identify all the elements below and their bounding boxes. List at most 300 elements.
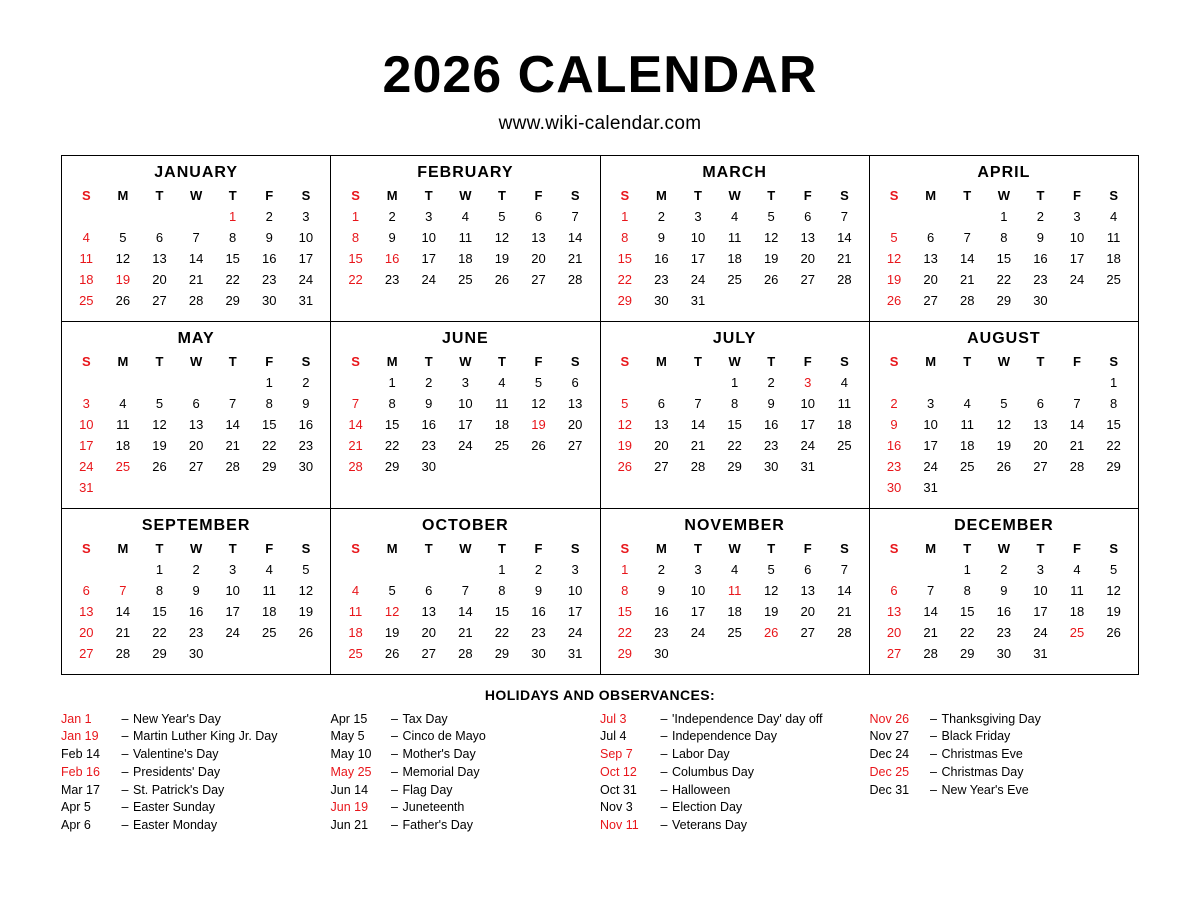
day-cell[interactable]: 29 [617, 292, 633, 308]
day-cell[interactable]: 1 [388, 374, 396, 390]
day-cell[interactable]: 5 [1110, 561, 1118, 577]
day-cell[interactable]: 26 [298, 624, 314, 640]
day-cell[interactable]: 20 [654, 437, 669, 453]
day-cell[interactable]: 16 [421, 416, 436, 432]
day-cell[interactable]: 25 [727, 624, 742, 640]
day-cell[interactable]: 22 [727, 437, 742, 453]
day-cell[interactable]: 27 [800, 271, 815, 287]
day-cell[interactable]: 8 [963, 582, 971, 598]
day-cell[interactable]: 30 [421, 458, 436, 474]
day-cell[interactable]: 1 [1000, 208, 1008, 224]
day-cell[interactable]: 19 [1106, 603, 1121, 619]
day-cell[interactable]: 18 [458, 250, 473, 266]
day-cell[interactable]: 14 [567, 229, 583, 245]
day-cell[interactable]: 5 [890, 229, 898, 245]
day-cell[interactable]: 1 [229, 208, 237, 224]
day-cell[interactable]: 31 [1033, 645, 1048, 661]
day-cell[interactable]: 14 [115, 603, 131, 619]
day-cell[interactable]: 27 [188, 458, 204, 474]
day-cell[interactable]: 7 [840, 208, 849, 224]
day-cell[interactable]: 22 [152, 624, 167, 640]
day-cell[interactable]: 24 [298, 271, 314, 287]
day-cell[interactable]: 10 [690, 229, 706, 245]
day-cell[interactable]: 19 [763, 250, 779, 266]
day-cell[interactable]: 6 [804, 208, 812, 224]
day-cell[interactable]: 14 [348, 416, 363, 432]
day-cell[interactable]: 18 [494, 416, 510, 432]
day-cell[interactable]: 9 [192, 582, 200, 598]
day-cell[interactable]: 18 [727, 603, 742, 619]
day-cell[interactable]: 19 [617, 437, 633, 453]
day-cell[interactable]: 18 [960, 437, 975, 453]
day-cell[interactable]: 30 [298, 458, 314, 474]
day-cell[interactable]: 20 [152, 271, 167, 287]
day-cell[interactable]: 24 [690, 624, 706, 640]
day-cell[interactable]: 14 [837, 582, 852, 598]
day-cell[interactable]: 30 [262, 292, 277, 308]
day-cell[interactable]: 9 [890, 416, 898, 432]
day-cell[interactable]: 12 [298, 582, 314, 598]
day-cell[interactable]: 2 [890, 395, 898, 411]
day-cell[interactable]: 15 [152, 603, 167, 619]
day-cell[interactable]: 25 [727, 271, 742, 287]
day-cell[interactable]: 24 [225, 624, 240, 640]
day-cell[interactable]: 7 [963, 229, 971, 245]
day-cell[interactable]: 31 [298, 292, 314, 308]
day-cell[interactable]: 14 [458, 603, 473, 619]
day-cell[interactable]: 15 [384, 416, 400, 432]
day-cell[interactable]: 20 [567, 416, 583, 432]
day-cell[interactable]: 20 [531, 250, 546, 266]
day-cell[interactable]: 29 [262, 458, 277, 474]
day-cell[interactable]: 24 [567, 624, 583, 640]
day-cell[interactable]: 10 [421, 229, 436, 245]
day-cell[interactable]: 11 [1106, 229, 1121, 245]
day-cell[interactable]: 20 [188, 437, 204, 453]
day-cell[interactable]: 22 [262, 437, 277, 453]
day-cell[interactable]: 28 [837, 624, 852, 640]
day-cell[interactable]: 23 [531, 624, 546, 640]
day-cell[interactable]: 31 [79, 479, 94, 495]
day-cell[interactable]: 22 [1106, 437, 1121, 453]
day-cell[interactable]: 2 [302, 374, 310, 390]
day-cell[interactable]: 29 [494, 645, 510, 661]
day-cell[interactable]: 8 [155, 582, 164, 598]
day-cell[interactable]: 2 [534, 561, 543, 577]
day-cell[interactable]: 12 [617, 416, 633, 432]
day-cell[interactable]: 23 [298, 437, 314, 453]
day-cell[interactable]: 18 [348, 624, 363, 640]
day-cell[interactable]: 11 [116, 416, 130, 432]
day-cell[interactable]: 7 [461, 582, 469, 598]
day-cell[interactable]: 10 [1069, 229, 1085, 245]
day-cell[interactable]: 8 [351, 229, 360, 245]
day-cell[interactable]: 30 [188, 645, 204, 661]
day-cell[interactable]: 9 [1036, 229, 1045, 245]
day-cell[interactable]: 4 [1073, 561, 1081, 577]
day-cell[interactable]: 19 [531, 416, 546, 432]
day-cell[interactable]: 21 [837, 250, 852, 266]
day-cell[interactable]: 27 [421, 645, 436, 661]
day-cell[interactable]: 12 [996, 416, 1012, 432]
day-cell[interactable]: 2 [388, 208, 396, 224]
day-cell[interactable]: 3 [82, 395, 90, 411]
day-cell[interactable]: 22 [494, 624, 510, 640]
day-cell[interactable]: 26 [115, 292, 131, 308]
day-cell[interactable]: 23 [384, 271, 400, 287]
day-cell[interactable]: 6 [657, 395, 665, 411]
day-cell[interactable]: 20 [886, 624, 902, 640]
day-cell[interactable]: 12 [152, 416, 167, 432]
day-cell[interactable]: 15 [727, 416, 742, 432]
day-cell[interactable]: 14 [837, 229, 852, 245]
day-cell[interactable]: 24 [923, 458, 938, 474]
day-cell[interactable]: 1 [621, 561, 629, 577]
day-cell[interactable]: 5 [119, 229, 127, 245]
day-cell[interactable]: 5 [621, 395, 629, 411]
day-cell[interactable]: 19 [384, 624, 400, 640]
day-cell[interactable]: 13 [654, 416, 669, 432]
day-cell[interactable]: 19 [886, 271, 902, 287]
day-cell[interactable]: 4 [351, 582, 360, 598]
day-cell[interactable]: 13 [923, 250, 938, 266]
day-cell[interactable]: 21 [348, 437, 363, 453]
day-cell[interactable]: 20 [1033, 437, 1048, 453]
day-cell[interactable]: 26 [494, 271, 510, 287]
day-cell[interactable]: 27 [79, 645, 94, 661]
day-cell[interactable]: 2 [1036, 208, 1045, 224]
day-cell[interactable]: 5 [767, 561, 775, 577]
day-cell[interactable]: 13 [79, 603, 94, 619]
day-cell[interactable]: 10 [690, 582, 706, 598]
day-cell[interactable]: 22 [225, 271, 240, 287]
day-cell[interactable]: 11 [1070, 582, 1084, 598]
day-cell[interactable]: 25 [262, 624, 277, 640]
day-cell[interactable]: 6 [571, 374, 579, 390]
day-cell[interactable]: 1 [498, 561, 506, 577]
day-cell[interactable]: 11 [262, 582, 277, 598]
day-cell[interactable]: 6 [534, 208, 543, 224]
day-cell[interactable]: 9 [1000, 582, 1008, 598]
day-cell[interactable]: 17 [458, 416, 473, 432]
day-cell[interactable]: 12 [494, 229, 510, 245]
day-cell[interactable]: 31 [800, 458, 815, 474]
day-cell[interactable]: 2 [657, 208, 665, 224]
day-cell[interactable]: 23 [654, 271, 669, 287]
day-cell[interactable]: 17 [690, 250, 706, 266]
day-cell[interactable]: 12 [763, 229, 779, 245]
day-cell[interactable]: 12 [531, 395, 546, 411]
day-cell[interactable]: 3 [302, 208, 310, 224]
day-cell[interactable]: 16 [262, 250, 277, 266]
day-cell[interactable]: 19 [115, 271, 131, 287]
day-cell[interactable]: 20 [923, 271, 938, 287]
day-cell[interactable]: 19 [996, 437, 1012, 453]
day-cell[interactable]: 8 [730, 395, 739, 411]
day-cell[interactable]: 7 [1073, 395, 1081, 411]
day-cell[interactable]: 30 [654, 645, 669, 661]
day-cell[interactable]: 22 [617, 271, 633, 287]
day-cell[interactable]: 24 [1033, 624, 1048, 640]
day-cell[interactable]: 26 [763, 271, 779, 287]
day-cell[interactable]: 9 [657, 582, 665, 598]
day-cell[interactable]: 9 [657, 229, 665, 245]
day-cell[interactable]: 23 [188, 624, 204, 640]
day-cell[interactable]: 18 [1106, 250, 1121, 266]
day-cell[interactable]: 10 [225, 582, 240, 598]
day-cell[interactable]: 8 [388, 395, 396, 411]
day-cell[interactable]: 21 [115, 624, 131, 640]
day-cell[interactable]: 3 [229, 561, 237, 577]
day-cell[interactable]: 28 [690, 458, 706, 474]
day-cell[interactable]: 21 [1069, 437, 1085, 453]
day-cell[interactable]: 28 [225, 458, 240, 474]
day-cell[interactable]: 3 [1073, 208, 1081, 224]
day-cell[interactable]: 22 [617, 624, 633, 640]
day-cell[interactable]: 7 [192, 229, 200, 245]
day-cell[interactable]: 3 [927, 395, 935, 411]
day-cell[interactable]: 21 [567, 250, 583, 266]
day-cell[interactable]: 24 [1069, 271, 1085, 287]
day-cell[interactable]: 2 [265, 208, 273, 224]
day-cell[interactable]: 10 [923, 416, 938, 432]
day-cell[interactable]: 22 [960, 624, 975, 640]
day-cell[interactable]: 19 [298, 603, 314, 619]
day-cell[interactable]: 27 [531, 271, 546, 287]
day-cell[interactable]: 2 [657, 561, 665, 577]
day-cell[interactable]: 3 [1036, 561, 1045, 577]
day-cell[interactable]: 23 [1033, 271, 1048, 287]
day-cell[interactable]: 6 [82, 582, 90, 598]
day-cell[interactable]: 12 [384, 603, 400, 619]
day-cell[interactable]: 16 [188, 603, 204, 619]
day-cell[interactable]: 29 [152, 645, 167, 661]
day-cell[interactable]: 5 [1000, 395, 1008, 411]
day-cell[interactable]: 7 [119, 582, 127, 598]
day-cell[interactable]: 13 [800, 229, 815, 245]
day-cell[interactable]: 17 [421, 250, 436, 266]
day-cell[interactable]: 22 [996, 271, 1012, 287]
day-cell[interactable]: 14 [923, 603, 938, 619]
day-cell[interactable]: 4 [730, 208, 739, 224]
day-cell[interactable]: 3 [694, 208, 702, 224]
day-cell[interactable]: 23 [654, 624, 669, 640]
day-cell[interactable]: 20 [800, 250, 815, 266]
day-cell[interactable]: 1 [1110, 374, 1118, 390]
day-cell[interactable]: 18 [837, 416, 852, 432]
day-cell[interactable]: 10 [567, 582, 583, 598]
day-cell[interactable]: 16 [996, 603, 1012, 619]
day-cell[interactable]: 5 [302, 561, 310, 577]
day-cell[interactable]: 13 [567, 395, 583, 411]
day-cell[interactable]: 5 [388, 582, 396, 598]
day-cell[interactable]: 5 [155, 395, 164, 411]
day-cell[interactable]: 4 [461, 208, 469, 224]
day-cell[interactable]: 1 [621, 208, 629, 224]
day-cell[interactable]: 3 [804, 374, 812, 390]
day-cell[interactable]: 23 [421, 437, 436, 453]
day-cell[interactable]: 22 [348, 271, 363, 287]
day-cell[interactable]: 11 [79, 250, 94, 266]
day-cell[interactable]: 10 [458, 395, 473, 411]
day-cell[interactable]: 13 [531, 229, 546, 245]
day-cell[interactable]: 8 [265, 395, 273, 411]
day-cell[interactable]: 15 [617, 250, 633, 266]
day-cell[interactable]: 17 [225, 603, 240, 619]
day-cell[interactable]: 4 [1110, 208, 1118, 224]
day-cell[interactable]: 13 [1033, 416, 1048, 432]
day-cell[interactable]: 9 [265, 229, 273, 245]
day-cell[interactable]: 26 [152, 458, 167, 474]
day-cell[interactable]: 16 [1033, 250, 1048, 266]
day-cell[interactable]: 26 [886, 292, 902, 308]
day-cell[interactable]: 29 [996, 292, 1012, 308]
day-cell[interactable]: 16 [763, 416, 779, 432]
day-cell[interactable]: 31 [690, 292, 706, 308]
day-cell[interactable]: 8 [1110, 395, 1118, 411]
day-cell[interactable]: 15 [617, 603, 633, 619]
day-cell[interactable]: 18 [727, 250, 742, 266]
day-cell[interactable]: 7 [840, 561, 849, 577]
day-cell[interactable]: 28 [923, 645, 938, 661]
day-cell[interactable]: 18 [1069, 603, 1085, 619]
day-cell[interactable]: 25 [1106, 271, 1121, 287]
day-cell[interactable]: 4 [730, 561, 739, 577]
day-cell[interactable]: 13 [800, 582, 815, 598]
day-cell[interactable]: 2 [767, 374, 775, 390]
day-cell[interactable]: 30 [763, 458, 779, 474]
day-cell[interactable]: 1 [265, 374, 273, 390]
day-cell[interactable]: 30 [1033, 292, 1048, 308]
day-cell[interactable]: 27 [654, 458, 669, 474]
day-cell[interactable]: 3 [425, 208, 433, 224]
day-cell[interactable]: 15 [1106, 416, 1121, 432]
day-cell[interactable]: 25 [1069, 624, 1085, 640]
day-cell[interactable]: 7 [694, 395, 702, 411]
day-cell[interactable]: 16 [654, 250, 669, 266]
day-cell[interactable]: 5 [534, 374, 543, 390]
day-cell[interactable]: 8 [1000, 229, 1008, 245]
day-cell[interactable]: 29 [617, 645, 633, 661]
day-cell[interactable]: 14 [1069, 416, 1085, 432]
day-cell[interactable]: 15 [348, 250, 363, 266]
day-cell[interactable]: 6 [890, 582, 898, 598]
day-cell[interactable]: 20 [421, 624, 436, 640]
day-cell[interactable]: 22 [384, 437, 400, 453]
day-cell[interactable]: 24 [690, 271, 706, 287]
day-cell[interactable]: 9 [388, 229, 396, 245]
day-cell[interactable]: 16 [654, 603, 669, 619]
day-cell[interactable]: 1 [730, 374, 739, 390]
day-cell[interactable]: 4 [119, 395, 127, 411]
day-cell[interactable]: 3 [461, 374, 469, 390]
day-cell[interactable]: 12 [115, 250, 131, 266]
day-cell[interactable]: 20 [79, 624, 94, 640]
day-cell[interactable]: 12 [763, 582, 779, 598]
day-cell[interactable]: 8 [498, 582, 506, 598]
day-cell[interactable]: 4 [840, 374, 849, 390]
day-cell[interactable]: 14 [960, 250, 975, 266]
day-cell[interactable]: 11 [727, 229, 742, 245]
day-cell[interactable]: 27 [800, 624, 815, 640]
day-cell[interactable]: 16 [886, 437, 902, 453]
day-cell[interactable]: 14 [188, 250, 204, 266]
day-cell[interactable]: 21 [225, 437, 240, 453]
day-cell[interactable]: 3 [694, 561, 702, 577]
day-cell[interactable]: 26 [763, 624, 779, 640]
day-cell[interactable]: 28 [1069, 458, 1085, 474]
day-cell[interactable]: 19 [152, 437, 167, 453]
day-cell[interactable]: 25 [458, 271, 473, 287]
day-cell[interactable]: 2 [425, 374, 433, 390]
day-cell[interactable]: 29 [960, 645, 975, 661]
day-cell[interactable]: 25 [837, 437, 852, 453]
day-cell[interactable]: 8 [621, 582, 629, 598]
day-cell[interactable]: 6 [155, 229, 164, 245]
day-cell[interactable]: 9 [534, 582, 543, 598]
day-cell[interactable]: 16 [531, 603, 546, 619]
day-cell[interactable]: 11 [960, 416, 974, 432]
day-cell[interactable]: 29 [1106, 458, 1121, 474]
day-cell[interactable]: 21 [837, 603, 852, 619]
day-cell[interactable]: 31 [567, 645, 583, 661]
day-cell[interactable]: 17 [923, 437, 938, 453]
day-cell[interactable]: 30 [996, 645, 1012, 661]
day-cell[interactable]: 10 [79, 416, 94, 432]
day-cell[interactable]: 20 [800, 603, 815, 619]
day-cell[interactable]: 11 [727, 582, 742, 598]
day-cell[interactable]: 19 [494, 250, 510, 266]
day-cell[interactable]: 9 [302, 395, 310, 411]
day-cell[interactable]: 6 [804, 561, 812, 577]
day-cell[interactable]: 28 [567, 271, 583, 287]
day-cell[interactable]: 8 [621, 229, 629, 245]
day-cell[interactable]: 27 [567, 437, 583, 453]
day-cell[interactable]: 28 [115, 645, 131, 661]
day-cell[interactable]: 26 [384, 645, 400, 661]
day-cell[interactable]: 16 [384, 250, 400, 266]
day-cell[interactable]: 13 [886, 603, 902, 619]
day-cell[interactable]: 11 [348, 603, 363, 619]
day-cell[interactable]: 1 [963, 561, 971, 577]
day-cell[interactable]: 4 [963, 395, 971, 411]
day-cell[interactable]: 30 [886, 479, 902, 495]
day-cell[interactable]: 5 [498, 208, 506, 224]
day-cell[interactable]: 10 [298, 229, 314, 245]
day-cell[interactable]: 17 [800, 416, 815, 432]
day-cell[interactable]: 11 [837, 395, 852, 411]
day-cell[interactable]: 21 [923, 624, 938, 640]
day-cell[interactable]: 17 [1033, 603, 1048, 619]
day-cell[interactable]: 15 [494, 603, 510, 619]
day-cell[interactable]: 27 [152, 292, 167, 308]
day-cell[interactable]: 4 [265, 561, 273, 577]
day-cell[interactable]: 28 [458, 645, 473, 661]
day-cell[interactable]: 25 [960, 458, 975, 474]
day-cell[interactable]: 26 [617, 458, 633, 474]
day-cell[interactable]: 11 [458, 229, 473, 245]
day-cell[interactable]: 15 [262, 416, 277, 432]
day-cell[interactable]: 6 [1036, 395, 1045, 411]
day-cell[interactable]: 13 [421, 603, 436, 619]
day-cell[interactable]: 6 [192, 395, 200, 411]
day-cell[interactable]: 3 [571, 561, 579, 577]
day-cell[interactable]: 18 [115, 437, 131, 453]
day-cell[interactable]: 25 [79, 292, 94, 308]
day-cell[interactable]: 18 [79, 271, 94, 287]
day-cell[interactable]: 12 [1106, 582, 1121, 598]
day-cell[interactable]: 25 [494, 437, 510, 453]
